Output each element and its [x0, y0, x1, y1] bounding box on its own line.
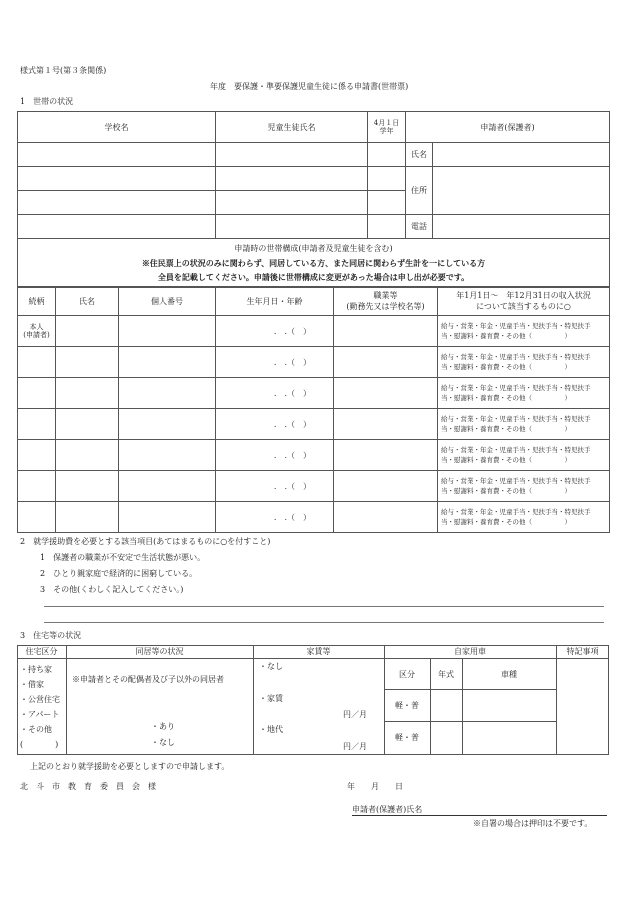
document-title: 年度 要保護・準要保護児童生徒に係る申請書(世帯票): [210, 82, 409, 91]
section3-heading: 3 住宅等の状況: [20, 631, 82, 640]
col-school: 学校名: [18, 112, 216, 143]
member-name[interactable]: [56, 471, 119, 502]
h-name: 氏名: [56, 287, 119, 316]
member-row: [18, 502, 610, 533]
member-relation[interactable]: [18, 409, 56, 440]
relation-bottom: (申請者): [23, 331, 50, 339]
member-income[interactable]: [438, 378, 610, 409]
h-birth: 生年月日・年齢: [216, 287, 334, 316]
need-item: 1 保護者の職業が不安定で生活状態が悪い。: [40, 553, 206, 562]
student-cell[interactable]: [216, 167, 368, 191]
income-options-line2: 当・慰謝料・養育費・その他（ ）: [441, 332, 571, 340]
member-name[interactable]: [56, 502, 119, 533]
h-income-top: 年1月1日～ 年12月31日の収入状況: [456, 291, 591, 300]
member-job[interactable]: [334, 316, 438, 347]
member-income[interactable]: [438, 409, 610, 440]
birth-template: . .（ ）: [273, 357, 311, 367]
birth-template: . .（ ）: [273, 326, 311, 336]
composition-title: 申請時の世帯構成(申請者及児童生徒を含む): [234, 244, 393, 253]
rent-label[interactable]: ・家賃: [259, 694, 283, 703]
rent-unit: 円／月: [343, 710, 367, 719]
member-relation[interactable]: [18, 378, 56, 409]
income-options-line1: 給与・営業・年金・児童手当・児扶手当・特児扶手: [441, 353, 591, 361]
h-notes: 特記事項: [566, 647, 599, 656]
student-cell[interactable]: [216, 191, 368, 215]
closing-statement: 上記のとおり就学援助を必要としますので申請します。: [30, 762, 230, 771]
h-mynumber: 個人番号: [119, 287, 216, 316]
h-job-top: 職業等: [373, 291, 398, 300]
member-relation[interactable]: [18, 316, 56, 347]
birth-template: . .（ ）: [273, 512, 311, 522]
member-relation[interactable]: [18, 502, 56, 533]
addressee: 北 斗 市 教 育 委 員 会 様: [20, 782, 156, 791]
car-kind[interactable]: 軽・普: [395, 701, 419, 710]
income-options-line1: 給与・営業・年金・児童手当・児扶手当・特児扶手: [441, 477, 591, 485]
income-options-line2: 当・慰謝料・養育費・その他（ ）: [441, 518, 571, 526]
need-item: 3 その他(くわしく記入してください。): [40, 585, 184, 594]
h-job-bottom: (勤務先又は学校名等): [346, 302, 425, 311]
col-grade: [368, 112, 406, 143]
composition-notice: [18, 239, 610, 288]
footnote: ※自署の場合は押印は不要です。: [473, 819, 593, 828]
member-birth[interactable]: [216, 409, 334, 440]
student-cell[interactable]: [216, 143, 368, 167]
member-mynumber[interactable]: [119, 378, 216, 409]
members-table: [17, 286, 610, 533]
member-job[interactable]: [334, 502, 438, 533]
income-options-line1: 給与・営業・年金・児童手当・児扶手当・特児扶手: [441, 446, 591, 454]
member-income[interactable]: [438, 347, 610, 378]
birth-template: . .（ ）: [273, 481, 311, 491]
income-options-line1: 給与・営業・年金・児童手当・児扶手当・特児扶手: [441, 384, 591, 392]
member-row: [18, 440, 610, 471]
member-row: [18, 347, 610, 378]
member-birth[interactable]: [216, 502, 334, 533]
composition-note2: 全員を記載してください。申請後に世帯構成に変更があった場合は申し出が必要です。: [157, 272, 470, 282]
h-income: [438, 287, 610, 316]
cohabit-note: ※申請者とその配偶者及び子以外の同居者: [72, 675, 224, 684]
section2-heading: 2 就学援助費を必要とする該当項目(あてはまるものに○を付すこと): [20, 537, 271, 546]
applicant-name-field[interactable]: [433, 143, 610, 167]
member-mynumber[interactable]: [119, 316, 216, 347]
label-phone: 電話: [406, 215, 433, 239]
car-kind[interactable]: 軽・普: [395, 733, 419, 742]
composition-note1: ※住民票上の状況のみに関わらず、同居している方、また同居に関わらず生計を一にしている方: [141, 258, 486, 268]
other-reason-line[interactable]: [44, 606, 604, 607]
housing-option[interactable]: ・その他: [20, 725, 52, 734]
cohabit-no[interactable]: ・なし: [151, 738, 175, 747]
h-income-bottom: について該当するものに○: [476, 302, 571, 311]
member-birth[interactable]: [216, 471, 334, 502]
member-name[interactable]: [56, 409, 119, 440]
member-income[interactable]: [438, 440, 610, 471]
income-options-line2: 当・慰謝料・養育費・その他（ ）: [441, 487, 571, 495]
rent-none[interactable]: ・なし: [259, 662, 283, 671]
h-cohabit: 同居等の状況: [135, 647, 184, 656]
member-mynumber[interactable]: [119, 347, 216, 378]
member-income[interactable]: [438, 316, 610, 347]
birth-template: . .（ ）: [273, 450, 311, 460]
applicant-address-field[interactable]: [433, 167, 610, 215]
member-relation[interactable]: [18, 440, 56, 471]
income-options-line1: 給与・営業・年金・児童手当・児扶手当・特児扶手: [441, 322, 591, 330]
cohabit-yes[interactable]: ・あり: [151, 722, 175, 731]
income-options-line2: 当・慰謝料・養育費・その他（ ）: [441, 456, 571, 464]
grade-cell[interactable]: [368, 215, 406, 239]
car-h-model: 車種: [501, 670, 517, 679]
household-table: [17, 111, 610, 288]
member-name[interactable]: [56, 347, 119, 378]
school-cell[interactable]: [18, 143, 216, 167]
housing-option[interactable]: ( ): [20, 740, 59, 749]
housing-option[interactable]: ・アパート: [20, 710, 60, 719]
member-job[interactable]: [334, 471, 438, 502]
h-job: [334, 287, 438, 316]
member-mynumber[interactable]: [119, 502, 216, 533]
member-birth[interactable]: [216, 378, 334, 409]
car-h-year: 年式: [438, 670, 454, 679]
member-job[interactable]: [334, 440, 438, 471]
member-job[interactable]: [334, 378, 438, 409]
school-cell[interactable]: [18, 215, 216, 239]
member-relation[interactable]: [18, 347, 56, 378]
member-name[interactable]: [56, 440, 119, 471]
birth-template: . .（ ）: [273, 419, 311, 429]
member-row: [18, 471, 610, 502]
land-unit: 円／月: [343, 742, 367, 751]
member-birth[interactable]: [216, 440, 334, 471]
grade-cell[interactable]: [368, 191, 406, 215]
h-relation: 続柄: [18, 287, 56, 316]
member-job[interactable]: [334, 409, 438, 440]
housing-option[interactable]: ・公営住宅: [20, 695, 60, 704]
housing-option[interactable]: ・借家: [20, 680, 44, 689]
member-relation[interactable]: [18, 471, 56, 502]
housing-options[interactable]: [20, 662, 60, 752]
student-cell[interactable]: [216, 215, 368, 239]
col-student: 児童生徒氏名: [216, 112, 368, 143]
school-cell[interactable]: [18, 191, 216, 215]
income-options-line2: 当・慰謝料・養育費・その他（ ）: [441, 394, 571, 402]
member-name[interactable]: [56, 316, 119, 347]
grade-cell[interactable]: [368, 143, 406, 167]
col-applicant: 申請者(保護者): [406, 112, 610, 143]
h-housing: 住宅区分: [25, 647, 58, 656]
h-rent: 家賃等: [306, 647, 331, 656]
relation-top: 本人: [29, 322, 44, 331]
need-item: 2 ひとり親家庭で経済的に困窮している。: [40, 569, 198, 578]
label-name: 氏名: [406, 143, 433, 167]
member-row: [18, 409, 610, 440]
member-row: [18, 316, 610, 347]
applicant-phone-field[interactable]: [433, 215, 610, 239]
member-rows: [18, 316, 610, 533]
h-car: 自家用車: [454, 647, 486, 656]
member-mynumber[interactable]: [119, 471, 216, 502]
birth-template: . .（ ）: [273, 388, 311, 398]
label-address: 住所: [406, 167, 433, 215]
member-job[interactable]: [334, 347, 438, 378]
income-options-line2: 当・慰謝料・養育費・その他（ ）: [441, 425, 571, 433]
member-row: [18, 378, 610, 409]
grade-cell[interactable]: [368, 167, 406, 191]
signature-line[interactable]: [352, 805, 607, 816]
housing-grid: [17, 645, 609, 755]
member-name[interactable]: [56, 378, 119, 409]
school-cell[interactable]: [18, 167, 216, 191]
member-mynumber[interactable]: [119, 440, 216, 471]
income-options-line1: 給与・営業・年金・児童手当・児扶手当・特児扶手: [441, 508, 591, 516]
other-reason-line[interactable]: [44, 622, 604, 623]
col-grade-bottom: 学年: [379, 127, 394, 135]
col-grade-top: 4月１日: [373, 118, 400, 127]
signature-label: 申請者(保護者)氏名: [352, 805, 423, 814]
member-birth[interactable]: [216, 347, 334, 378]
car-h-type: 区分: [399, 670, 415, 679]
date-line[interactable]: 年 月 日: [347, 782, 403, 791]
member-income[interactable]: [438, 502, 610, 533]
land-label[interactable]: ・地代: [259, 725, 283, 734]
section1-heading: 1 世帯の状況: [20, 97, 74, 106]
member-birth[interactable]: [216, 316, 334, 347]
income-options-line1: 給与・営業・年金・児童手当・児扶手当・特児扶手: [441, 415, 591, 423]
housing-table: [17, 645, 609, 755]
housing-option[interactable]: ・持ち家: [20, 665, 52, 674]
member-income[interactable]: [438, 471, 610, 502]
income-options-line2: 当・慰謝料・養育費・その他（ ）: [441, 363, 571, 371]
form-label: 様式第１号(第３条関係): [20, 66, 107, 75]
member-mynumber[interactable]: [119, 409, 216, 440]
